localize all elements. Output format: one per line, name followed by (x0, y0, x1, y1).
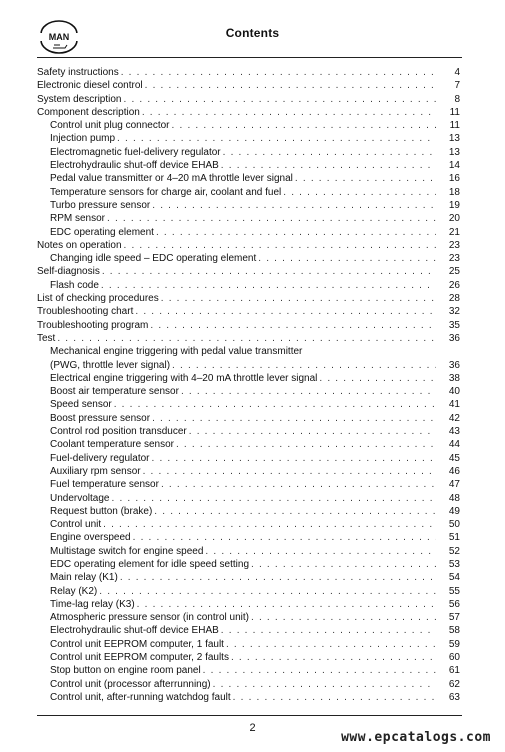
toc-entry-page: 44 (448, 439, 460, 451)
dot-leader (172, 359, 436, 372)
toc-entry[interactable] (37, 492, 460, 505)
toc-entry-page: 60 (448, 652, 460, 664)
toc-entry[interactable] (37, 93, 460, 106)
toc-entry-label: Pedal value transmitter or 4–20 mA throttle lever signal (50, 173, 293, 185)
dot-leader (205, 545, 436, 558)
dot-leader (203, 664, 436, 677)
toc-entry-page: 7 (454, 80, 460, 92)
dot-leader (226, 638, 436, 651)
toc-entry-label: RPM sensor (50, 213, 106, 225)
toc-entry[interactable] (37, 571, 460, 584)
toc-entry[interactable] (37, 478, 460, 491)
toc-entry-label: Safety instructions (37, 67, 119, 78)
toc-entry[interactable] (37, 678, 460, 691)
dot-leader (258, 252, 436, 265)
logo-text: MAN (48, 32, 70, 42)
dot-leader (221, 159, 436, 172)
toc-entry-label: EDC operating element (50, 226, 154, 238)
toc-entry-page: 16 (448, 173, 460, 185)
toc-entry-label: Control unit plug connector (50, 120, 170, 132)
page-title: Contents (225, 26, 280, 40)
toc-entry[interactable] (37, 119, 460, 132)
toc-entry[interactable] (37, 385, 460, 398)
toc-entry-page: 61 (448, 665, 460, 677)
toc-entry-label: (PWG, throttle lever signal) (50, 359, 171, 371)
dot-leader (135, 305, 436, 318)
toc-entry[interactable] (37, 624, 460, 637)
toc-entry-page: 48 (448, 492, 460, 504)
dot-leader (233, 691, 436, 704)
toc-entry-page: 36 (448, 359, 460, 371)
dot-leader (101, 279, 436, 292)
toc-entry-label: Fuel temperature sensor (50, 479, 159, 491)
toc-entry[interactable] (37, 545, 460, 558)
toc-entry-label: Control unit (processor afterrunning) (50, 678, 211, 690)
dot-leader (154, 505, 436, 518)
dot-leader (181, 385, 436, 398)
toc-entry-label: Troubleshooting chart (37, 306, 134, 318)
toc-entry-label: Electrical engine triggering with 4–20 mA throttle lever signal (50, 372, 318, 384)
toc-entry-page: 51 (448, 532, 460, 544)
toc-entry-page: 56 (448, 598, 460, 610)
dot-leader (124, 239, 436, 252)
dot-leader (123, 93, 436, 106)
table-of-contents (37, 66, 460, 704)
toc-entry-page: 11 (449, 106, 460, 118)
toc-entry-label: Electronic diesel control (37, 80, 143, 92)
toc-entry[interactable] (37, 452, 460, 465)
toc-entry-page: 47 (448, 479, 460, 491)
dot-leader (150, 319, 436, 332)
toc-entry[interactable] (37, 305, 460, 318)
dot-leader (221, 624, 436, 637)
dot-leader (152, 452, 437, 465)
toc-entry[interactable] (37, 372, 460, 385)
dot-leader (176, 438, 436, 451)
toc-entry-label: Control rod position transducer (50, 426, 187, 438)
dot-leader (114, 398, 436, 411)
toc-entry[interactable] (37, 226, 460, 239)
dot-leader (172, 119, 436, 132)
toc-entry-label: Changing idle speed – EDC operating element (50, 253, 257, 265)
dot-leader (251, 611, 436, 624)
toc-entry-page: 57 (448, 612, 460, 624)
toc-entry-label: System description (37, 93, 122, 105)
toc-entry-page: 41 (448, 399, 460, 411)
toc-entry-label: Speed sensor (50, 399, 112, 411)
toc-entry[interactable] (37, 106, 460, 119)
dot-leader (111, 492, 436, 505)
toc-entry-page: 50 (448, 519, 460, 531)
toc-entry-page: 18 (448, 186, 460, 198)
toc-entry-label: Control unit EEPROM computer, 2 faults (50, 652, 229, 664)
toc-entry[interactable] (37, 691, 460, 704)
toc-entry[interactable] (37, 518, 460, 531)
toc-entry-page: 53 (448, 558, 460, 570)
toc-entry-page: 21 (448, 226, 460, 238)
dot-leader (103, 518, 436, 531)
toc-entry-label: Electrohydraulic shut-off device EHAB (50, 160, 219, 172)
toc-entry[interactable] (37, 638, 460, 651)
toc-entry-page: 62 (448, 678, 460, 690)
toc-entry-page: 32 (448, 306, 460, 318)
toc-entry-page: 46 (448, 465, 460, 477)
toc-entry-label: Turbo pressure sensor (50, 199, 151, 211)
toc-entry[interactable] (37, 319, 460, 332)
page-number: 2 (249, 722, 256, 734)
toc-entry[interactable] (37, 146, 460, 159)
toc-entry[interactable] (37, 265, 460, 278)
toc-entry-page: 23 (448, 239, 460, 251)
toc-entry-label: Engine overspeed (50, 532, 131, 544)
toc-entry-page: 43 (448, 426, 460, 438)
toc-entry-page: 38 (448, 372, 460, 384)
toc-entry-page: 28 (448, 293, 460, 305)
dot-leader (319, 372, 436, 385)
toc-entry[interactable] (37, 531, 460, 544)
toc-entry-page: 40 (448, 386, 460, 398)
dot-leader (142, 106, 436, 119)
dot-leader (213, 678, 436, 691)
toc-entry-label: Stop button on engine room panel (50, 665, 201, 677)
toc-entry-page: 23 (448, 253, 460, 265)
toc-entry[interactable] (37, 132, 460, 145)
toc-entry-page: 35 (448, 319, 460, 331)
toc-entry-label: Flash code (50, 279, 99, 291)
toc-entry-label: Time-lag relay (K3) (50, 598, 135, 610)
toc-entry-label: Notes on operation (37, 239, 122, 251)
toc-entry-label: Undervoltage (50, 492, 110, 504)
header-divider (37, 57, 462, 58)
dot-leader (231, 651, 436, 664)
toc-entry[interactable] (37, 79, 460, 92)
dot-leader (107, 212, 436, 225)
dot-leader (223, 146, 436, 159)
toc-entry-page: 14 (448, 160, 460, 172)
toc-entry[interactable] (37, 292, 460, 305)
toc-entry-label-line: Mechanical engine triggering with pedal value transmitter (50, 346, 303, 358)
toc-entry[interactable] (37, 664, 460, 677)
toc-entry-page: 58 (448, 625, 460, 637)
toc-entry-label: Control unit EEPROM computer, 1 fault (50, 638, 224, 650)
toc-entry-label: Electromagnetic fuel-delivery regulator (50, 146, 221, 158)
toc-entry-label: Injection pump (50, 133, 116, 145)
toc-entry-page: 8 (454, 93, 460, 105)
toc-entry-label: Electrohydraulic shut-off device EHAB (50, 625, 219, 637)
dot-leader (145, 79, 436, 92)
toc-entry-label: Coolant temperature sensor (50, 439, 174, 451)
toc-entry[interactable] (37, 239, 460, 252)
toc-entry-page: 25 (448, 266, 460, 278)
toc-entry[interactable] (37, 279, 460, 292)
toc-entry-page: 52 (448, 545, 460, 557)
toc-entry[interactable] (37, 611, 460, 624)
dot-leader (156, 226, 436, 239)
toc-entry-label: Test (37, 332, 56, 344)
toc-entry-page: 54 (448, 572, 460, 584)
dot-leader (161, 478, 436, 491)
dot-leader (120, 571, 436, 584)
dot-leader (99, 585, 436, 598)
toc-entry-page: 13 (448, 146, 460, 158)
toc-entry[interactable] (37, 465, 460, 478)
toc-entry[interactable] (37, 186, 460, 199)
dot-leader (251, 558, 436, 571)
toc-entry-label: Relay (K2) (50, 585, 98, 597)
toc-entry-label: Multistage switch for engine speed (50, 545, 204, 557)
toc-entry-label: Troubleshooting program (37, 319, 149, 331)
toc-entry[interactable] (37, 212, 460, 225)
dot-leader (283, 186, 436, 199)
toc-entry-page: 42 (448, 412, 460, 424)
toc-entry-label: Component description (37, 106, 140, 118)
toc-entry-label: Atmospheric pressure sensor (in control unit) (50, 612, 249, 624)
toc-entry-page: 59 (448, 638, 460, 650)
toc-entry-page: 63 (448, 691, 460, 703)
toc-entry[interactable] (37, 359, 460, 372)
toc-entry[interactable] (37, 558, 460, 571)
toc-entry[interactable] (37, 332, 460, 345)
dot-leader (102, 265, 436, 278)
toc-entry-label: Main relay (K1) (50, 572, 118, 584)
dot-leader (143, 465, 436, 478)
toc-entry[interactable] (37, 651, 460, 664)
toc-entry[interactable] (37, 585, 460, 598)
toc-entry[interactable] (37, 66, 460, 79)
toc-entry-page: 49 (448, 505, 460, 517)
toc-entry-page: 20 (448, 213, 460, 225)
toc-entry-label: Request button (brake) (50, 505, 153, 517)
toc-entry[interactable] (37, 159, 460, 172)
toc-entry-label: List of checking procedures (37, 293, 159, 305)
dot-leader (137, 598, 436, 611)
dot-leader (189, 425, 436, 438)
watermark: www.epcatalogs.com (341, 730, 491, 745)
toc-entry-page: 4 (454, 67, 460, 78)
toc-entry-page: 13 (448, 133, 460, 145)
toc-entry-page: 26 (448, 279, 460, 291)
dot-leader (152, 412, 436, 425)
dot-leader (152, 199, 436, 212)
toc-entry[interactable] (37, 505, 460, 518)
toc-entry[interactable] (37, 598, 460, 611)
dot-leader (57, 332, 436, 345)
toc-entry-label: Self-diagnosis (37, 266, 100, 278)
toc-entry[interactable] (37, 438, 460, 451)
dot-leader (295, 172, 436, 185)
toc-entry[interactable] (37, 412, 460, 425)
dot-leader (121, 66, 436, 79)
dot-leader (133, 531, 436, 544)
toc-entry-label: Fuel-delivery regulator (50, 452, 150, 464)
toc-entry-page: 45 (448, 452, 460, 464)
toc-entry-page: 11 (449, 120, 460, 132)
footer-divider (37, 715, 462, 716)
toc-entry-label: Auxiliary rpm sensor (50, 465, 141, 477)
toc-entry-label: Control unit, after-running watchdog fault (50, 691, 231, 703)
toc-entry-label: EDC operating element for idle speed setting (50, 558, 250, 570)
toc-entry-label: Boost pressure sensor (50, 412, 151, 424)
toc-entry-label: Temperature sensors for charge air, coolant and fuel (50, 186, 282, 198)
toc-entry-page: 36 (448, 332, 460, 344)
dot-leader (117, 132, 436, 145)
dot-leader (161, 292, 436, 305)
toc-entry[interactable] (37, 252, 460, 265)
toc-entry[interactable] (37, 425, 460, 438)
toc-entry-label: Boost air temperature sensor (50, 386, 179, 398)
toc-entry-label: Control unit (50, 519, 102, 531)
toc-entry[interactable] (37, 199, 460, 212)
toc-entry-page: 19 (448, 199, 460, 211)
toc-entry[interactable] (37, 172, 460, 185)
toc-entry[interactable] (37, 398, 460, 411)
toc-entry-page: 55 (448, 585, 460, 597)
